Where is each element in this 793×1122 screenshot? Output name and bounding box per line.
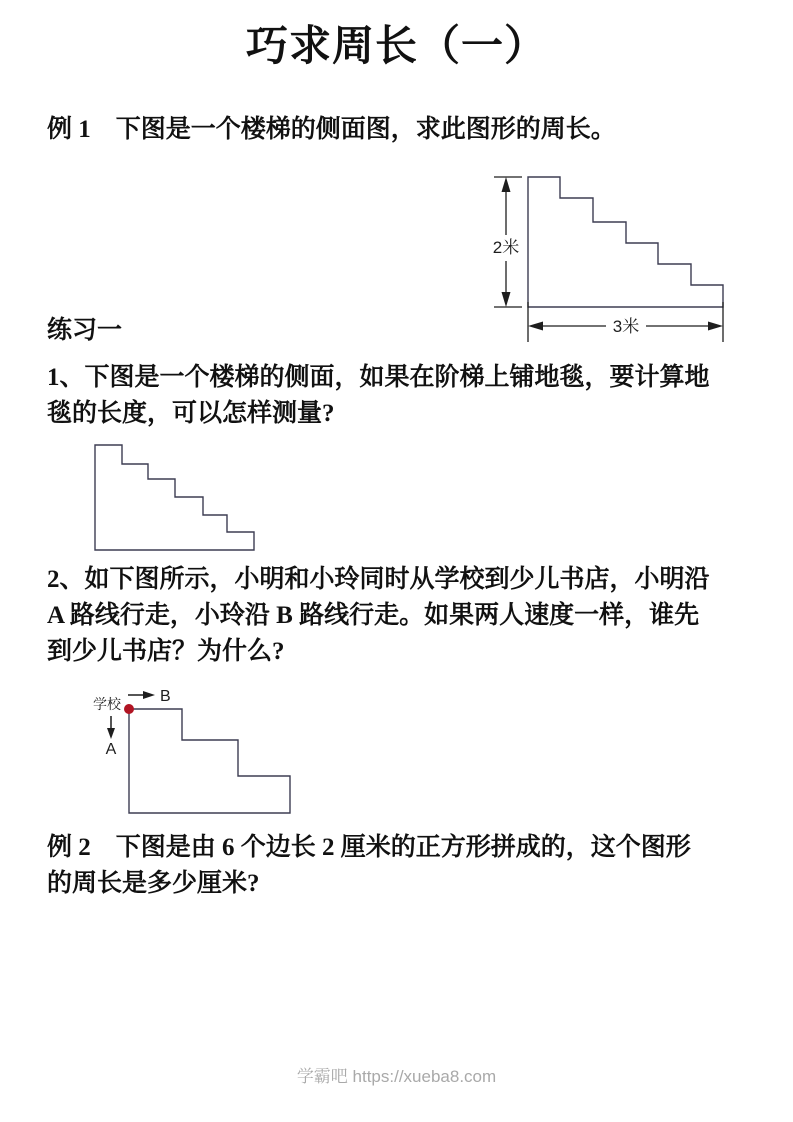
question1-paragraph bbox=[47, 360, 710, 432]
footer-watermark: 学霸吧 https://xueba8.com bbox=[296, 1067, 497, 1086]
staircase-outline bbox=[528, 177, 723, 307]
arrowhead-right-icon bbox=[708, 322, 723, 331]
question1-text-line: 1、下图是一个楼梯的侧面，如果在阶梯上铺地毯，要计算地 bbox=[47, 364, 710, 391]
arrowhead-down-icon bbox=[107, 728, 115, 739]
example2-text-line: 的周长是多少厘米? bbox=[47, 870, 260, 897]
route-a-label: A bbox=[105, 741, 117, 758]
example2-paragraph bbox=[47, 830, 691, 902]
page-title: 巧求周长（一） bbox=[245, 24, 547, 70]
question2-paragraph bbox=[47, 562, 710, 670]
school-label: 学校 bbox=[93, 696, 121, 712]
exercise1-heading: 练习一 bbox=[47, 317, 123, 344]
route-b-label: B bbox=[160, 688, 171, 705]
question2-route-diagram bbox=[85, 688, 320, 823]
question2-text-line: 2、如下图所示，小明和小玲同时从学校到少儿书店，小明沿 bbox=[47, 566, 710, 593]
arrowhead-right-icon bbox=[143, 691, 155, 699]
route-b-arrow bbox=[128, 691, 155, 699]
example1-staircase-diagram bbox=[480, 165, 740, 350]
route-block-outline bbox=[129, 709, 290, 813]
example1-paragraph bbox=[47, 112, 616, 148]
height-dimension-label: 2米 bbox=[492, 238, 520, 257]
question1-staircase-diagram bbox=[85, 438, 270, 560]
question2-text-line: 到少儿书店？为什么? bbox=[47, 638, 285, 665]
staircase-outline bbox=[95, 445, 254, 550]
question1-text-line: 毯的长度，可以怎样测量? bbox=[47, 400, 335, 427]
width-dimension-label: 3米 bbox=[612, 317, 640, 336]
arrowhead-left-icon bbox=[528, 322, 543, 331]
example2-text-line: 例 2 下图是由 6 个边长 2 厘米的正方形拼成的，这个图形 bbox=[47, 834, 691, 861]
example1-text-line: 例 1 下图是一个楼梯的侧面图，求此图形的周长。 bbox=[47, 116, 616, 143]
question2-text-line: A 路线行走，小玲沿 B 路线行走。如果两人速度一样，谁先 bbox=[47, 602, 700, 629]
school-dot-icon bbox=[124, 704, 134, 714]
arrowhead-down-icon bbox=[502, 292, 511, 307]
arrowhead-up-icon bbox=[502, 177, 511, 192]
route-a-arrow bbox=[107, 716, 115, 739]
